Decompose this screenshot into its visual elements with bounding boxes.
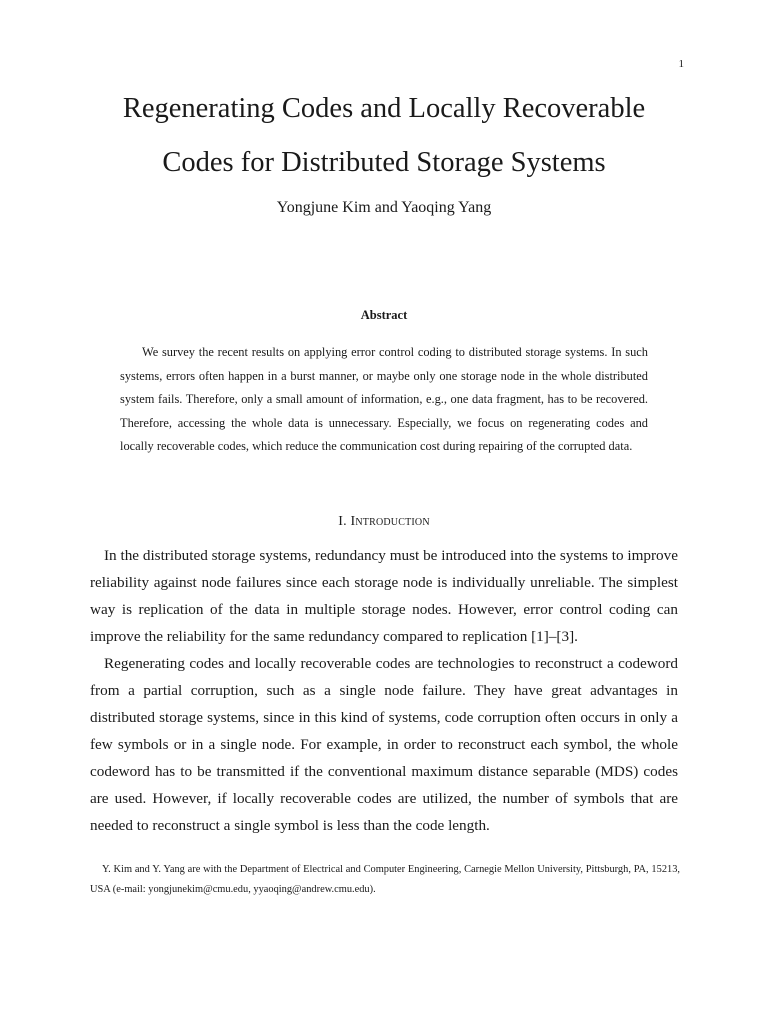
abstract-heading: Abstract (360, 308, 408, 322)
paper-title-line-2: Codes for Distributed Storage Systems (162, 147, 606, 178)
page-number: 1 (678, 58, 684, 70)
abstract-text: We survey the recent results on applying error control coding to distributed storage systems. In such systems, errors often happen in a burst manner, or maybe only one storage node in the whole distributed system fails. Therefore, only a small amount of information, e.g., one data fragment, has to be recovered. Therefore, accessing the whole data is unnecessary. Especially, we focus on regenerating codes and locally recoverable codes, which reduce the communication cost during repairing of the corrupted data. (120, 345, 648, 453)
paper-title-line-1: Regenerating Codes and Locally Recoverable (122, 93, 646, 124)
author-affiliation-footnote: Y. Kim and Y. Yang are with the Department of Electrical and Computer Engineering, Carnegie Mellon University, Pittsburgh, PA, 15213, USA (e-mail: yongjunekim@cmu.edu, yyaoqing@andrew.cmu.edu). (90, 864, 680, 895)
body-paragraph: In the distributed storage systems, redundancy must be introduced into the systems to improve reliability against node failures since each storage node is individually unreliable. The simplest way is replication of the data in multiple storage nodes. However, error control coding can improve the reliability for the same redundancy compared to replication [1]–[3]. (90, 547, 678, 645)
paper-title (80, 82, 688, 190)
section-body (90, 542, 678, 839)
section-title: Introduction (350, 514, 430, 529)
section-number: I. (338, 514, 347, 529)
author-list: Yongjune Kim and Yaoqing Yang (276, 199, 492, 216)
section-heading (80, 514, 688, 530)
body-paragraph: Regenerating codes and locally recoverable codes are technologies to reconstruct a codeword from a partial corruption, such as a single node failure. They have great advantages in distributed storage systems, since in this kind of systems, code corruption often occurs in only a few symbols or in a single node. For example, in order to reconstruct each symbol, the whole codeword has to be transmitted if the conventional maximum distance separable (MDS) codes are used. However, if locally recoverable codes are utilized, the number of symbols that are needed to reconstruct a single symbol is less than the code length. (90, 655, 678, 834)
